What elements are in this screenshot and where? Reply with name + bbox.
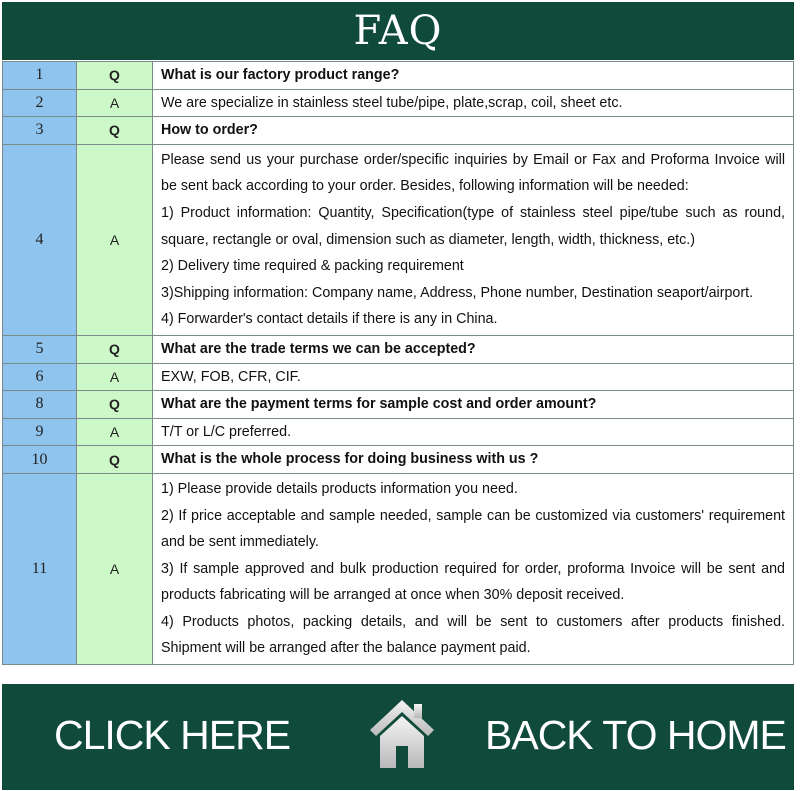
question-text: [153, 117, 794, 145]
text-line: 1) Please provide details products information you need.: [161, 480, 518, 497]
faq-row: [3, 391, 794, 419]
text-line: Please send us your purchase order/specific inquiries by Email or Fax and Proforma Invoice will be sent back according to your order. Besides, following information will be needed:: [161, 151, 785, 195]
text-line: 1) Product information: Quantity, Specification(type of stainless steel pipe/tube such as round, square, rectangle or oval, dimension such as diameter, length, width, thickness, etc.): [161, 204, 785, 248]
footer-banner[interactable]: [2, 684, 794, 790]
click-here-link[interactable]: CLICK HERE: [54, 712, 291, 758]
text-line: 4) Forwarder's contact details if there is any in China.: [161, 311, 498, 328]
answer-marker: A: [77, 418, 153, 446]
faq-row: [3, 473, 794, 664]
text-line: What is the whole process for doing business with us ?: [161, 451, 539, 468]
row-number: 10: [3, 446, 77, 474]
faq-row: [3, 89, 794, 117]
faq-row: [3, 335, 794, 363]
question-text: [153, 335, 794, 363]
question-text: [153, 62, 794, 90]
question-marker: Q: [77, 446, 153, 474]
text-line: How to order?: [161, 122, 258, 139]
faq-row: [3, 418, 794, 446]
text-line: T/T or L/C preferred.: [161, 423, 292, 440]
faq-row: [3, 144, 794, 335]
row-number: 8: [3, 391, 77, 419]
row-number: 9: [3, 418, 77, 446]
text-line: What are the trade terms we can be accepted?: [161, 340, 476, 357]
back-to-home-link[interactable]: BACK TO HOME: [485, 712, 786, 758]
row-number: 11: [3, 473, 77, 664]
faq-row: [3, 363, 794, 391]
answer-marker: A: [77, 89, 153, 117]
answer-text: [153, 363, 794, 391]
row-number: 4: [3, 144, 77, 335]
answer-marker: A: [77, 363, 153, 391]
answer-text: [153, 89, 794, 117]
answer-text: [153, 144, 794, 335]
text-line: 3) If sample approved and bulk production required for order, proforma Invoice will be sent and products fabricating will be arranged at once when 30% deposit received.: [161, 560, 785, 604]
faq-row: [3, 117, 794, 145]
faq-title: FAQ: [2, 2, 794, 60]
row-number: 6: [3, 363, 77, 391]
question-text: [153, 446, 794, 474]
text-line: We are specialize in stainless steel tube/pipe, plate,scrap, coil, sheet etc.: [161, 94, 623, 111]
text-line: EXW, FOB, CFR, CIF.: [161, 368, 301, 385]
question-text: [153, 391, 794, 419]
home-icon[interactable]: [368, 698, 436, 770]
text-line: 2) Delivery time required & packing requirement: [161, 258, 464, 275]
question-marker: Q: [77, 62, 153, 90]
faq-row: [3, 446, 794, 474]
row-number: 1: [3, 62, 77, 90]
faq-row: [3, 62, 794, 90]
faq-table: [2, 61, 794, 665]
question-marker: Q: [77, 335, 153, 363]
answer-text: [153, 418, 794, 446]
row-number: 5: [3, 335, 77, 363]
text-line: 2) If price acceptable and sample needed, sample can be customized via customers' requirement and be sent immediately.: [161, 507, 785, 551]
row-number: 2: [3, 89, 77, 117]
text-line: What are the payment terms for sample cost and order amount?: [161, 396, 597, 413]
question-marker: Q: [77, 391, 153, 419]
question-marker: Q: [77, 117, 153, 145]
text-line: 4) Products photos, packing details, and will be sent to customers after products finished. Shipment will be arranged after the balance payment paid.: [161, 613, 785, 657]
answer-marker: A: [77, 144, 153, 335]
answer-marker: A: [77, 473, 153, 664]
text-line: 3)Shipping information: Company name, Address, Phone number, Destination seaport/airport.: [161, 284, 754, 301]
answer-text: [153, 473, 794, 664]
row-number: 3: [3, 117, 77, 145]
text-line: What is our factory product range?: [161, 67, 400, 83]
